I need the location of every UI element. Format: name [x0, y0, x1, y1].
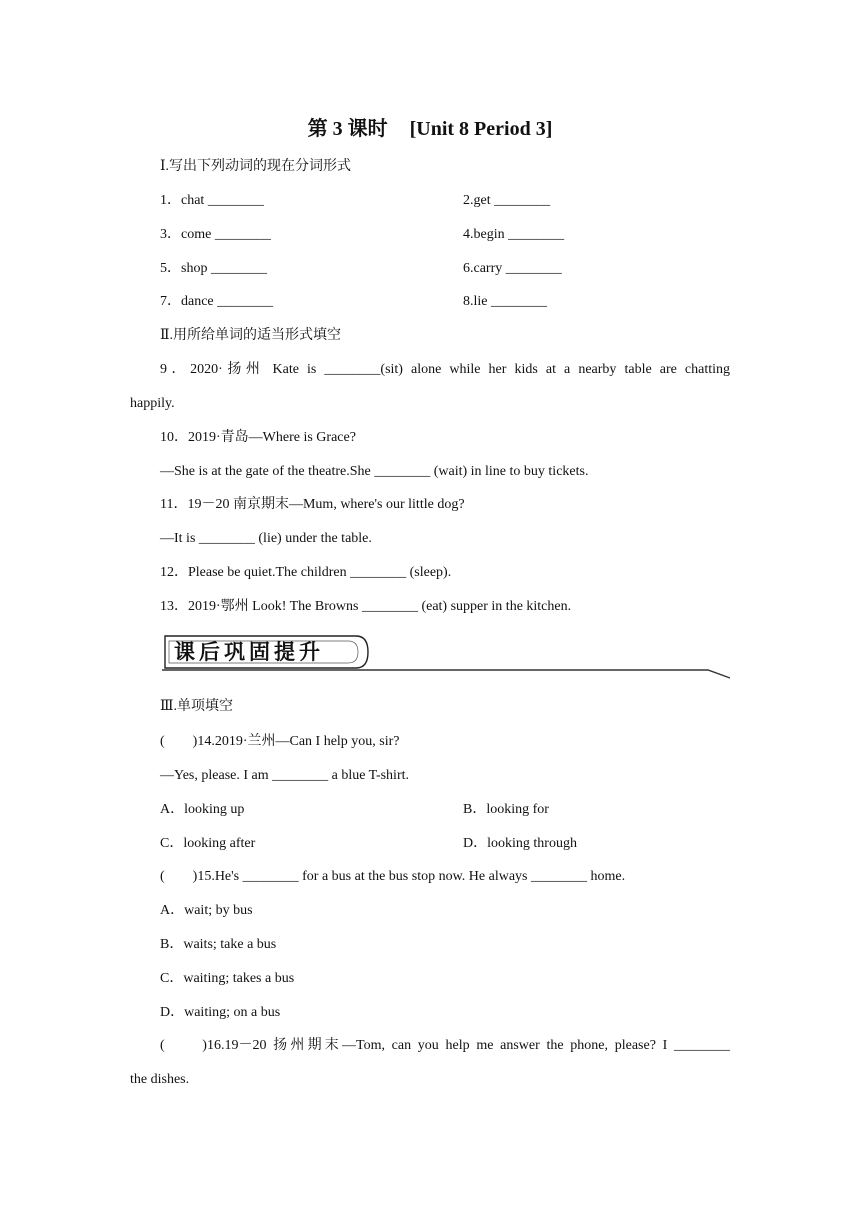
- banner-label: 课后巩固提升: [174, 640, 324, 664]
- word-item-8: 8.lie ________: [463, 294, 547, 309]
- section3-heading: Ⅲ.单项填空: [160, 699, 234, 714]
- question-12: 12．Please be quiet.The children ________ (sleep).: [160, 565, 452, 580]
- question-14-line1: ( )14.2019·兰州—Can I help you, sir?: [160, 734, 400, 749]
- question-11-line2: —It is ________ (lie) under the table.: [160, 531, 372, 546]
- question-15-option-d: D．waiting; on a bus: [160, 1005, 281, 1020]
- question-14-option-b: B．looking for: [463, 802, 549, 817]
- question-15-option-a: A．wait; by bus: [160, 903, 253, 918]
- question-16-line1: ( )16.19－20 扬州期末—Tom, can you help me answer the phone, please? I ________: [160, 1038, 730, 1053]
- question-16-line2: the dishes.: [130, 1072, 190, 1087]
- section1-heading: Ⅰ.写出下列动词的现在分词形式: [160, 159, 352, 174]
- word-item-4: 4.begin ________: [463, 227, 565, 242]
- question-14-option-d: D．looking through: [463, 836, 577, 851]
- word-item-6: 6.carry ________: [463, 261, 562, 276]
- question-11-line1: 11．19－20 南京期末—Mum, where's our little dog?: [160, 497, 465, 512]
- question-15-option-b: B．waits; take a bus: [160, 937, 277, 952]
- word-item-3: 3．come ________: [160, 227, 271, 242]
- question-15-line1: ( )15.He's ________ for a bus at the bus stop now. He always ________ home.: [160, 869, 626, 884]
- question-13: 13．2019·鄂州 Look! The Browns ________ (eat) supper in the kitchen.: [160, 599, 572, 614]
- section-banner: [160, 632, 732, 680]
- title-en: [Unit 8 Period 3]: [409, 118, 553, 140]
- question-9-line1: 9．2020·扬州 Kate is ________(sit) alone while her kids at a nearby table are chatting: [160, 362, 730, 377]
- section2-heading: Ⅱ.用所给单词的适当形式填空: [160, 328, 342, 343]
- question-9-line2: happily.: [130, 396, 175, 411]
- title-cn: 第 3 课时: [307, 118, 388, 140]
- question-14-line2: —Yes, please. I am ________ a blue T-shirt.: [160, 768, 409, 783]
- question-15-option-c: C．waiting; takes a bus: [160, 971, 295, 986]
- word-item-2: 2.get ________: [463, 193, 551, 208]
- question-10-line2: —She is at the gate of the theatre.She ________ (wait) in line to buy tickets.: [160, 464, 589, 479]
- question-14-option-c: C．looking after: [160, 836, 256, 851]
- question-10-line1: 10．2019·青岛—Where is Grace?: [160, 430, 356, 445]
- word-item-5: 5．shop ________: [160, 261, 267, 276]
- word-item-1: 1．chat ________: [160, 193, 264, 208]
- word-item-7: 7．dance ________: [160, 294, 274, 309]
- page-title: [0, 116, 860, 142]
- question-14-option-a: A．looking up: [160, 802, 245, 817]
